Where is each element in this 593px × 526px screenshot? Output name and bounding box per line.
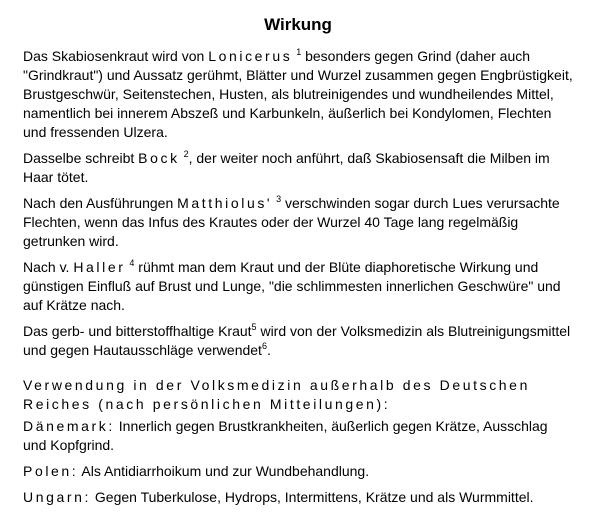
country-name: Polen: [23,463,79,479]
paragraph-text: Dasselbe schreibt [23,150,139,166]
footnote-ref[interactable]: 3 [276,194,282,204]
author-name: Bock [138,150,180,166]
page-title: Wirkung [264,15,332,34]
country-name: Dänemark: [23,418,115,434]
footnote-ref[interactable]: 2 [183,149,189,159]
country-entry-ungarn [23,488,573,507]
paragraph-text: , der weiter noch anführt, daß Skabiosensaft die Milben im Haar tötet. [23,150,550,185]
country-text: Gegen Tuberkulose, Hydrops, Intermittens, Krätze und als Wurmmittel. [91,489,534,505]
author-name: Lonicerus [208,48,293,64]
footnote-ref[interactable]: 4 [129,258,135,268]
paragraph-volksmedizin [23,322,573,360]
paragraph-text: . [266,342,271,358]
author-name: Haller [73,259,126,275]
paragraph-lonicerus [23,47,573,142]
author-name: Matthiolus' [177,195,273,211]
country-text: Innerlich gegen Brustkrankheiten, äußerlich gegen Krätze, Ausschlag und Kopfgrind. [23,418,548,453]
paragraph-bock [23,149,573,187]
paragraph-text: verschwinden sogar durch Lues verursachte Flechten, wenn das Infus des Krautes oder der Wurzel 40 Tage lang regelmäßig getrunken wird. [23,195,560,249]
paragraph-text: Das gerb- und bitterstoffhaltige Kraut [23,323,252,339]
country-entry-polen [23,462,573,481]
footnote-ref[interactable]: 5 [251,322,257,332]
country-text: Als Antidiarrhoikum und zur Wundbehandlung. [78,463,370,479]
paragraph-matthiolus [23,194,573,251]
paragraph-haller [23,258,573,315]
paragraph-text: Das Skabiosenkraut wird von [23,48,209,64]
paragraph-text: rühmt man dem Kraut und der Blüte diaphoretische Wirkung und günstigen Einfluß auf Brust und Lunge, "die schlimmesten innerlichen Geschwüre" und auf Krätze nach. [23,259,561,313]
paragraph-text: besonders gegen Grind (daher auch "Grindkraut") und Aussatz gerühmt, Blätter und Wurzel zusammen gegen Engbrüstigkeit, Brustgeschwür, Seitenstechen, Husten, als blutreinigendes und wundheilendes Mittel, namentlich bei innerem Abszeß und Karbunkeln, äußerlich bei Kondylomen, Flechten und fressenden Ulzera. [23,48,573,140]
country-entry-daenemark [23,417,573,455]
country-name: Ungarn: [23,489,92,505]
footnote-ref[interactable]: 1 [296,47,302,57]
section-heading: Verwendung in der Volksmedizin außerhalb des Deutschen Reiches (nach persönlichen Mitteilungen): [23,377,530,412]
footnote-ref[interactable]: 6 [261,341,267,351]
paragraph-text: wird von der Volksmedizin als Blutreinigungsmittel und gegen Hautausschläge verwendet [23,323,571,358]
paragraph-text: Nach v. [23,259,74,275]
paragraph-text: Nach den Ausführungen [23,195,178,211]
